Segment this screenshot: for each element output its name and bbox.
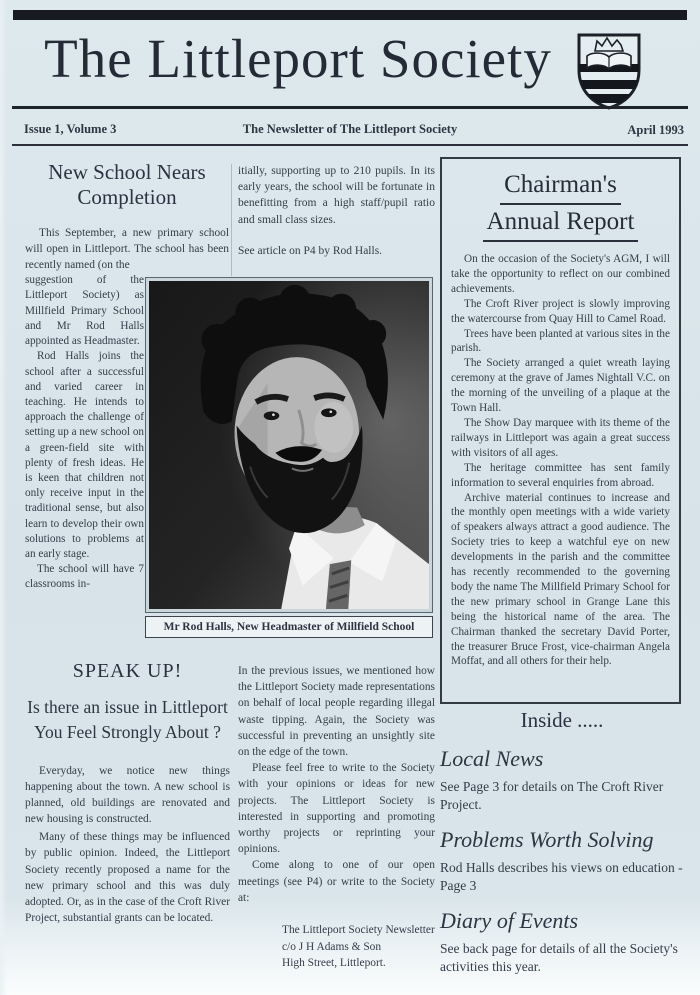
paragraph: The school will have 7 classrooms in-: [25, 563, 144, 591]
masthead-rule-top: [12, 106, 688, 109]
society-address: [282, 922, 435, 972]
paragraph: Please feel free to write to the Society with your opinions or ideas for new projects. The Littleport Society is interested in supporting and promoting worthy projects or reprinting your opinions.: [238, 762, 435, 856]
masthead-rule-bottom: [12, 144, 688, 146]
paragraph: Everyday, we notice new things happening about the town. A new school is planned, old buildings are renovated and new housing is constructed.: [25, 765, 230, 826]
address-line: c/o J H Adams & Son: [282, 940, 382, 953]
newsletter-title: The Littleport Society: [44, 28, 552, 89]
paragraph: This September, a new primary school will open in Littleport. The school has been recently named (on the: [25, 227, 229, 272]
article-write-in: [238, 663, 435, 972]
inside-entry-desc: See back page for details of all the Society's activities this year.: [440, 941, 678, 974]
photo-caption: Mr Rod Halls, New Headmaster of Millfield School: [145, 616, 433, 638]
report-body: [451, 252, 670, 669]
article-headline: New School Nears Completion: [48, 160, 206, 209]
speak-up-subheading: Is there an issue in Littleport You Feel Strongly About ?: [27, 697, 228, 742]
article-speak-up: [25, 660, 230, 926]
newsletter-subtitle: The Newsletter of The Littleport Society: [242, 122, 458, 136]
inside-index: [440, 708, 684, 976]
inside-heading: Inside .....: [520, 708, 604, 732]
address-line: The Littleport Society Newsletter: [282, 924, 435, 937]
issue-date: April 1993: [627, 123, 684, 137]
paragraph: Many of these things may be influenced by public opinion. Indeed, the Littleport Society recently proposed a name for the new primary school and this was duly adopted. Or, as in the case of the Croft River Project, substantial grants can be located.: [25, 831, 230, 924]
report-headline-line1: Chairman's: [500, 168, 621, 205]
inside-entry-title: Local News: [440, 746, 544, 771]
paragraph: suggestion of the Littleport Society) as Millfield Primary School and Mr Rod Halls appointed as Headmaster.: [25, 274, 144, 348]
society-crest-icon: [574, 30, 644, 112]
report-headline: [451, 168, 670, 242]
paragraph: In the previous issues, we mentioned how the Littleport Society made representations on behalf of local people regarding illegal waste tipping. Again, the Society was successful in preventing an unsightly site on the edge of the town.: [238, 665, 435, 759]
inside-entry-desc: Rod Halls describes his views on education - Page 3: [440, 860, 683, 893]
inside-entry-title: Problems Worth Solving: [440, 827, 654, 852]
rod-halls-portrait-photo: [145, 277, 433, 613]
photo-figure: [145, 277, 433, 638]
report-headline-line2: Annual Report: [483, 205, 639, 242]
portrait-illustration: [149, 281, 429, 609]
paragraph: On the occasion of the Society's AGM, I will take the opportunity to reflect on our combined achievements.: [451, 253, 670, 295]
inside-entry-diary: [440, 908, 684, 976]
inside-entry-local-news: [440, 746, 684, 814]
speak-up-headline: SPEAK UP!: [72, 660, 183, 682]
paragraph: Trees have been planted at various sites in the parish.: [451, 327, 670, 355]
paragraph: The Society arranged a quiet wreath laying ceremony at the grave of James Nightall V.C. on the morning of the unveiling of a plaque at the Town Hall.: [451, 357, 670, 415]
masthead-top-bar: [13, 10, 687, 20]
paragraph: The heritage committee has sent family information to several enquiries from abroad.: [451, 461, 670, 489]
see-article-note: See article on P4 by Rod Halls.: [238, 244, 383, 257]
paragraph: Rod Halls joins the school after a successful and varied career in teaching. He intends to approach the challenge of setting up a new school on a green-field site with plenty of fresh ideas. He is keen that children not only receive input in the traditional sense, but also learn to develop their own solutions to problems at an early stage.: [25, 350, 145, 560]
paragraph: The Croft River project is slowly improving the watercourse from Quay Hill to Camel Road.: [451, 297, 670, 325]
issue-label: Issue 1, Volume 3: [24, 122, 117, 136]
address-line: High Street, Littleport.: [282, 957, 386, 970]
wrapped-text-block: [25, 273, 144, 592]
paragraph: Archive material continues to increase and the monthly open meetings with a wide variety of speakers always attract a good audience. The Society tries to keep a watchful eye on new developments in the parish and the committee has recently recommended to the governing body the name The Millfield Primary School for the new primary school in Grange Lane this being the historical name of the area. The Chairman thanked the secretary David Porter, the treasurer Bruce Frost, vice-chairman Angela Moffat, and all others for their help.: [451, 491, 670, 668]
inside-entry-problems: [440, 827, 684, 895]
speak-up-body: [25, 763, 230, 926]
chairmans-report-box: [440, 157, 681, 704]
inside-entry-title: Diary of Events: [440, 908, 579, 933]
article-new-school-continued: [238, 163, 435, 259]
column-divider: [231, 164, 232, 276]
inside-entry-desc: See Page 3 for details on The Croft River Project.: [440, 779, 664, 812]
paragraph: Come along to one of our open meetings (see P4) or write to the Society at:: [238, 859, 435, 904]
paragraph: itially, supporting up to 210 pupils. In its early years, the school will be fortunate in benefitting from a high staff/pupil ratio and small class sizes.: [238, 165, 435, 226]
paragraph: The Show Day marquee with its theme of the railways in Littleport was again a great success with visitors of all ages.: [451, 416, 670, 459]
